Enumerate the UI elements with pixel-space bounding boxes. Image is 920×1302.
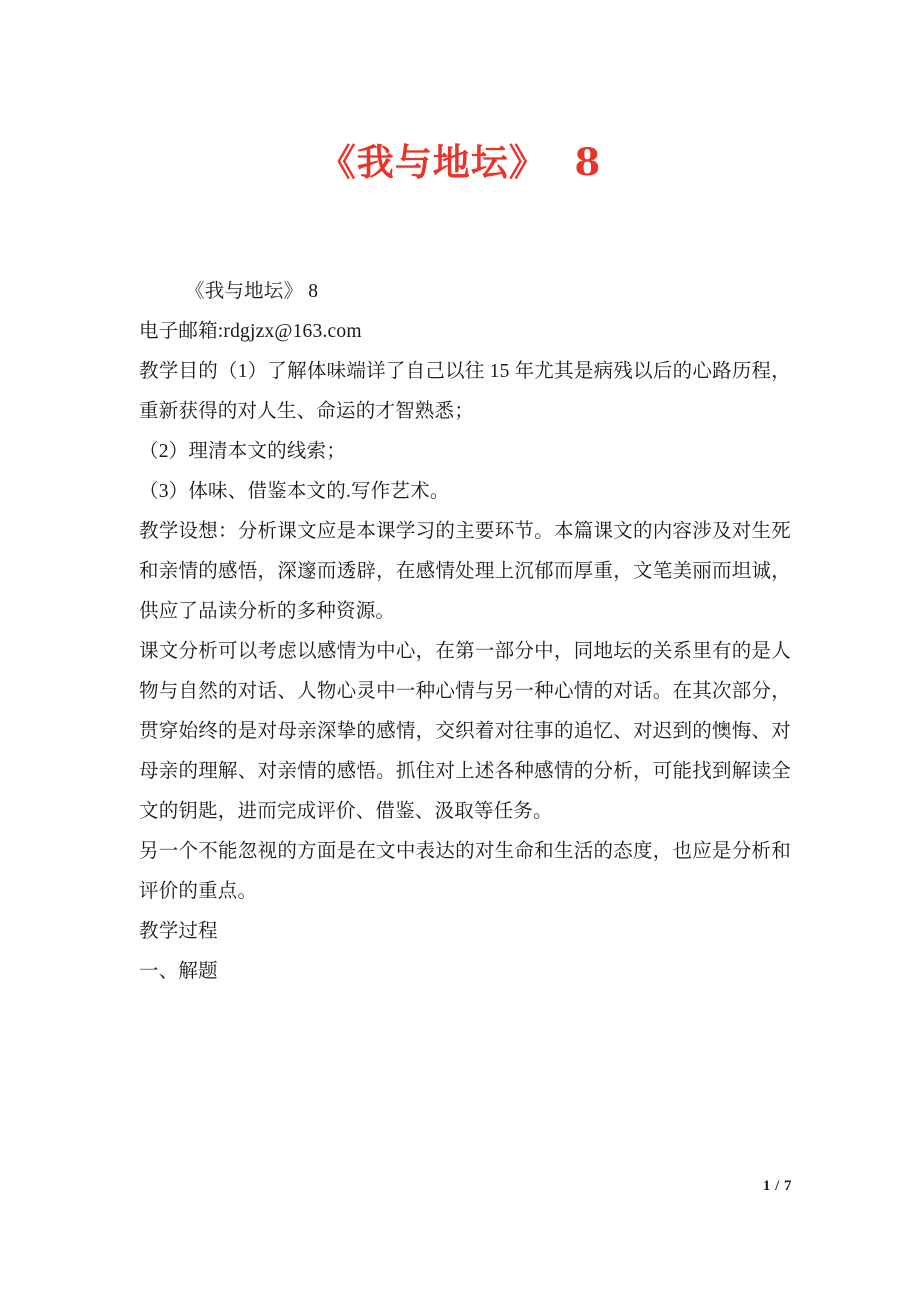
page-number: 1 / 7 <box>762 1178 792 1194</box>
document-body <box>139 272 791 992</box>
paragraph: 课文分析可以考虑以感情为中心，在第一部分中，同地坛的关系里有的是人物与自然的对话、人物心灵中一种心情与另一种心情的对话。在其次部分，贯穿始终的是对母亲深挚的感情，交织着对往事的追忆、对迟到的懊悔、对母亲的理解、对亲情的感悟。抓住对上述各种感情的分析，可能找到解读全文的钥匙，进而完成评价、借鉴、汲取等任务。 <box>139 641 791 822</box>
paragraph: （3）体味、借鉴本文的.写作艺术。 <box>139 481 450 502</box>
paragraph: （2）理清本文的线索； <box>139 441 346 462</box>
paragraph: 教学目的（1）了解体味端详了自己以往 15 年尤其是病残以后的心路历程，重新获得的对人生、命运的才智熟悉； <box>139 361 791 422</box>
page-title: 《我与地坛》 8 <box>318 140 602 184</box>
paragraph: 《我与地坛》 8 <box>185 281 319 302</box>
paragraph: 一、解题 <box>139 961 218 982</box>
paragraph: 教学设想：分析课文应是本课学习的主要环节。本篇课文的内容涉及对生死和亲情的感悟，深邃而透辟，在感情处理上沉郁而厚重，文笔美丽而坦诚，供应了品读分析的多种资源。 <box>139 521 791 622</box>
paragraph: 教学过程 <box>139 921 218 942</box>
paragraph: 另一个不能忽视的方面是在文中表达的对生命和生活的态度，也应是分析和评价的重点。 <box>139 841 791 902</box>
paragraph: 电子邮箱:rdgjzx@163.com <box>139 321 362 342</box>
